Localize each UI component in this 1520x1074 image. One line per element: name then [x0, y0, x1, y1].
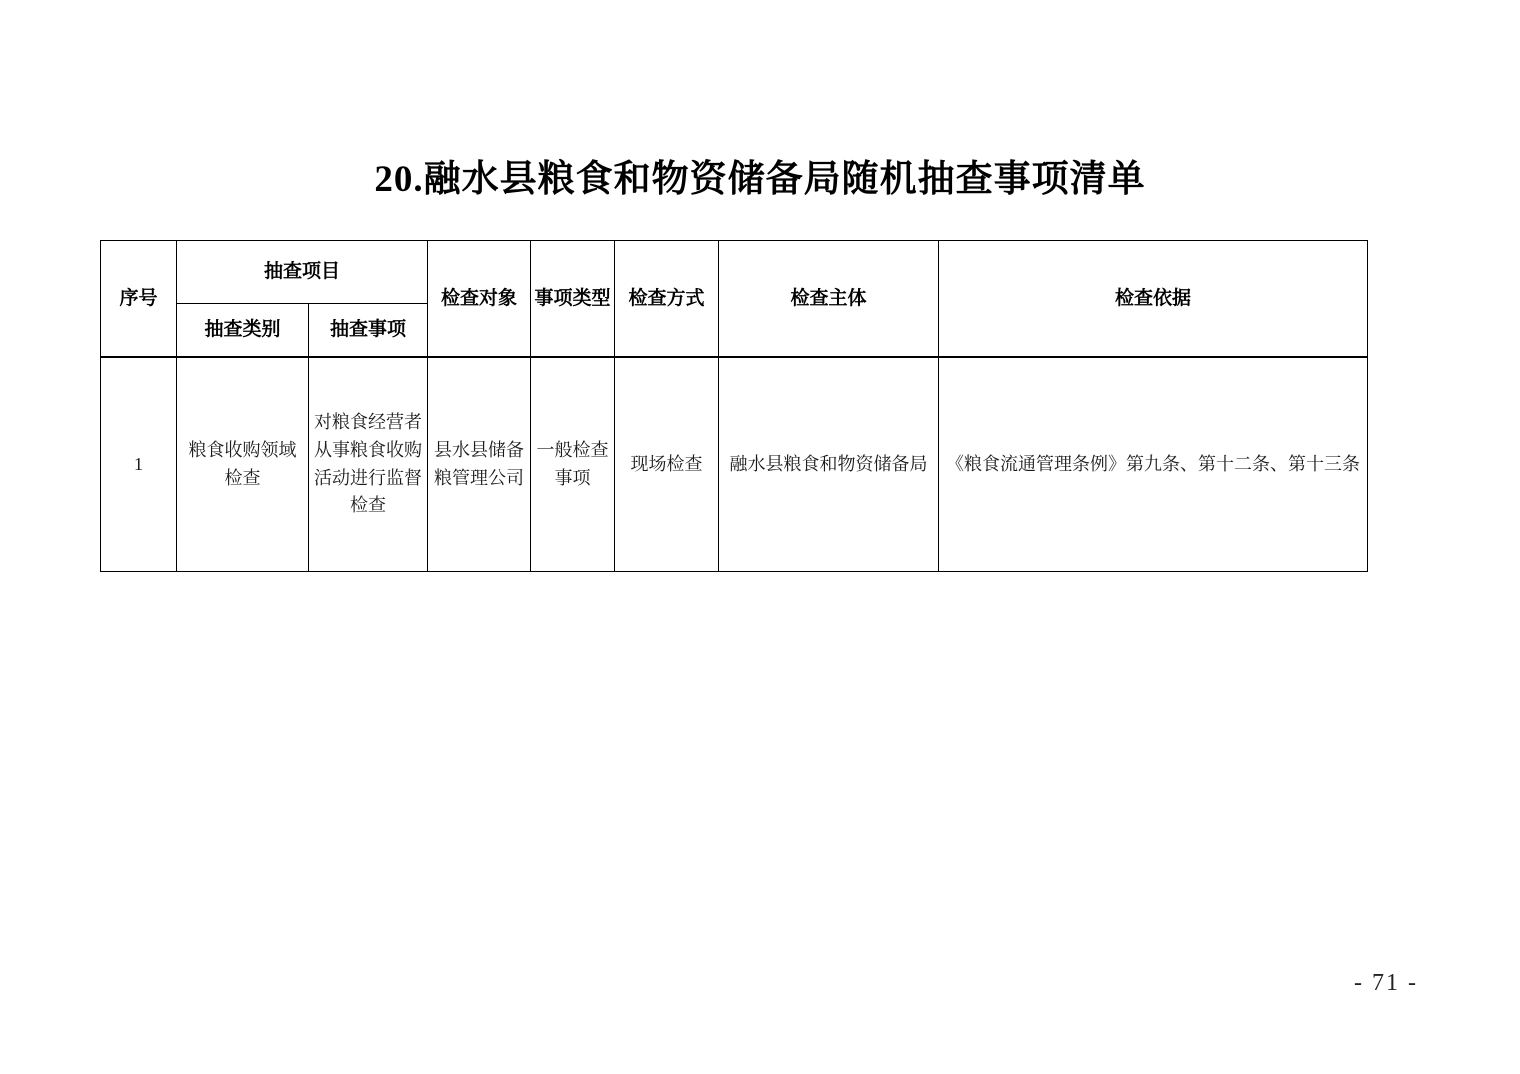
cell-item-type: 一般检查事项	[531, 357, 615, 572]
header-inspection-subject: 检查主体	[719, 241, 939, 358]
cell-index: 1	[101, 357, 177, 572]
cell-inspection-target: 县水县储备粮管理公司	[428, 357, 531, 572]
document-title: 20.融水县粮食和物资储备局随机抽查事项清单	[374, 159, 1146, 200]
header-index: 序号	[101, 241, 177, 358]
header-sampling-category: 抽查类别	[177, 304, 309, 358]
header-sampling-item: 抽查事项	[309, 304, 428, 358]
header-inspection-method: 检查方式	[615, 241, 719, 358]
cell-inspection-subject: 融水县粮食和物资储备局	[719, 357, 939, 572]
cell-inspection-method: 现场检查	[615, 357, 719, 572]
cell-sampling-item: 对粮食经营者从事粮食收购活动进行监督检查	[309, 357, 428, 572]
cell-sampling-category: 粮食收购领域检查	[177, 357, 309, 572]
table-row	[101, 357, 1368, 572]
header-inspection-basis: 检查依据	[939, 241, 1368, 358]
page-number: - 71 -	[1354, 970, 1418, 996]
inspection-items-table	[100, 240, 1368, 572]
header-item-type: 事项类型	[531, 241, 615, 358]
cell-inspection-basis: 《粮食流通管理条例》第九条、第十二条、第十三条	[939, 357, 1368, 572]
table-header-row-1	[101, 241, 1368, 304]
header-sampling-project: 抽查项目	[177, 241, 428, 304]
header-inspection-target: 检查对象	[428, 241, 531, 358]
